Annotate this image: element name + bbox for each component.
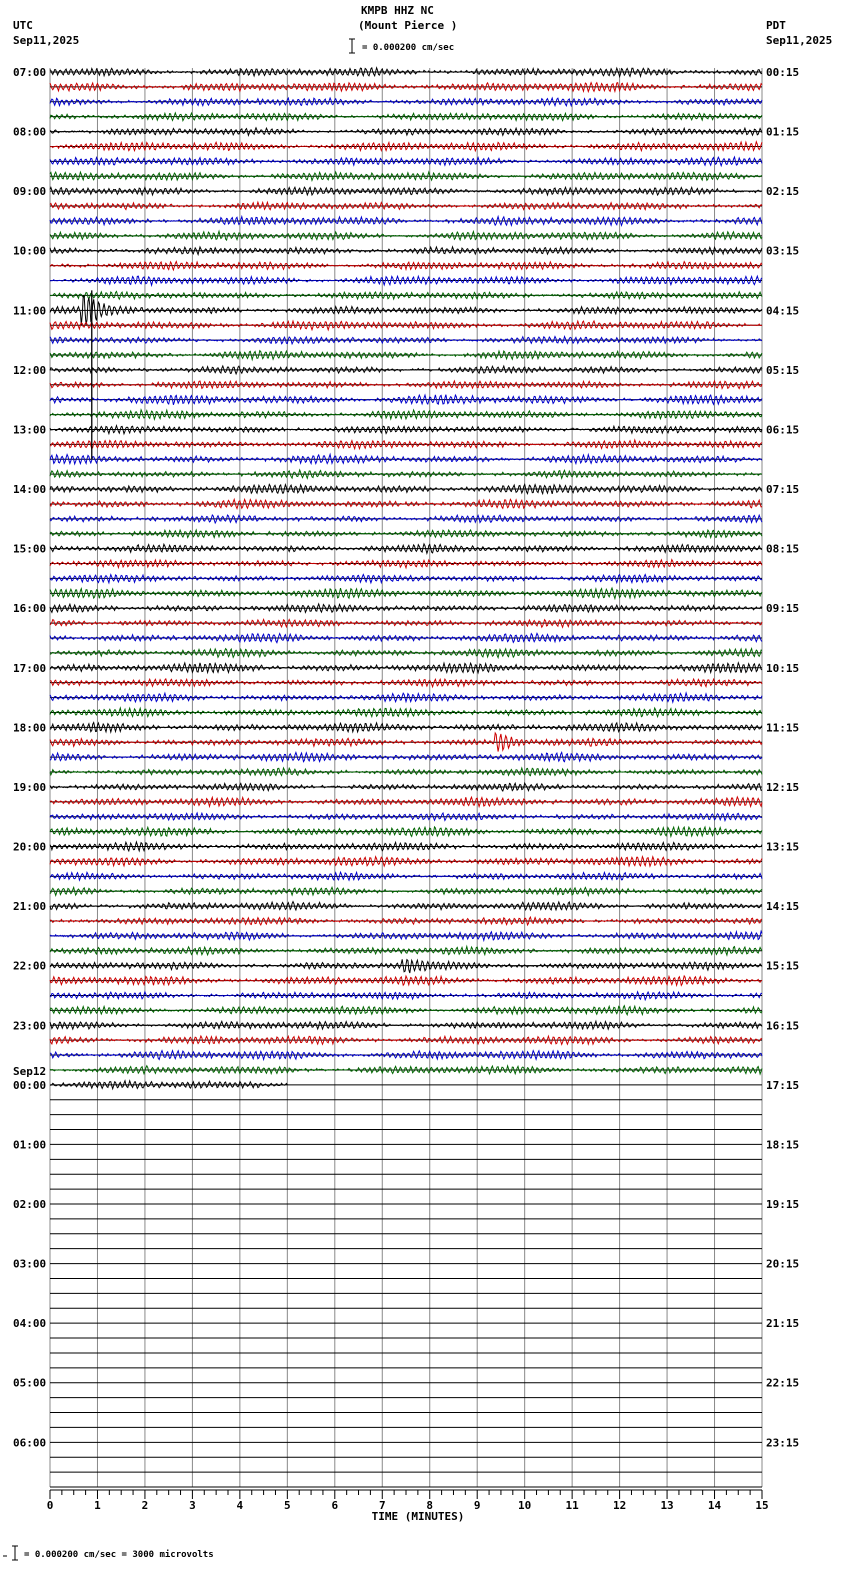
pdt-hour-label: 07:15 — [766, 483, 800, 497]
pdt-hour-label: 19:15 — [766, 1198, 800, 1211]
station-title: KMPB HHZ NC — [361, 4, 434, 17]
pdt-hour-label: 18:15 — [766, 1138, 800, 1152]
seismic-trace — [50, 1081, 287, 1089]
x-tick-label: 4 — [236, 1499, 244, 1512]
pdt-hour-label: 06:15 — [766, 423, 800, 437]
pdt-hour-label: 16:15 — [766, 1019, 800, 1033]
x-tick-label: 8 — [426, 1499, 434, 1512]
pdt-hour-label: 13:15 — [766, 840, 800, 854]
pdt-hour-label: 23:15 — [766, 1436, 800, 1450]
utc-hour-label: 23:00 — [13, 1019, 47, 1033]
seismic-trace — [50, 663, 762, 673]
x-tick-label: 5 — [284, 1499, 291, 1512]
x-tick-label: 13 — [660, 1499, 674, 1512]
day-change-label: Sep12 — [13, 1064, 47, 1078]
utc-hour-label: 20:00 — [13, 840, 47, 854]
utc-hour-label: 21:00 — [13, 900, 47, 914]
x-tick-label: 11 — [565, 1499, 579, 1512]
pdt-hour-label: 05:15 — [766, 363, 800, 377]
pdt-hour-label: 15:15 — [766, 959, 800, 973]
pdt-hour-label: 01:15 — [766, 125, 800, 139]
x-tick-label: 2 — [141, 1499, 149, 1512]
left-date: Sep11,2025 — [13, 34, 80, 47]
utc-hour-label: 08:00 — [13, 125, 47, 139]
pdt-hour-label: 20:15 — [766, 1257, 800, 1271]
utc-hour-label: 00:00 — [13, 1078, 47, 1092]
utc-hour-label: 16:00 — [13, 602, 47, 616]
left-timezone: UTC — [13, 19, 33, 32]
seismic-trace — [50, 992, 762, 1000]
seismic-trace — [50, 1036, 762, 1044]
seismic-trace — [50, 604, 762, 613]
utc-hour-label: 10:00 — [13, 244, 47, 258]
seismic-trace — [50, 381, 762, 389]
footer-scale-note: = 0.000200 cm/sec = 3000 microvolts — [24, 1550, 214, 1560]
x-tick-label: 1 — [94, 1499, 101, 1512]
pdt-hour-label: 08:15 — [766, 542, 800, 556]
utc-hour-label: 06:00 — [13, 1436, 47, 1450]
pdt-hour-label: 12:15 — [766, 780, 800, 794]
x-axis-title: TIME (MINUTES) — [371, 1510, 465, 1523]
right-date: Sep11,2025 — [766, 34, 833, 47]
pdt-hour-label: 10:15 — [766, 661, 800, 675]
pdt-hour-label: 04:15 — [766, 304, 800, 318]
utc-hour-label: 04:00 — [13, 1317, 47, 1331]
x-tick-label: 7 — [378, 1499, 386, 1512]
pdt-hour-label: 00:15 — [766, 66, 800, 79]
seismic-trace — [50, 231, 762, 240]
pdt-hour-label: 02:15 — [766, 185, 800, 199]
x-tick-label: 3 — [189, 1499, 196, 1512]
seismic-trace — [50, 515, 762, 523]
utc-hour-label: 01:00 — [13, 1138, 47, 1152]
pdt-hour-label: 11:15 — [766, 721, 800, 735]
utc-hour-label: 02:00 — [13, 1198, 47, 1211]
scale-bar-label: = 0.000200 cm/sec — [362, 43, 455, 53]
pdt-hour-label: 09:15 — [766, 602, 800, 616]
seismic-trace — [50, 1021, 762, 1029]
utc-hour-label: 13:00 — [13, 423, 47, 437]
x-tick-label: 14 — [707, 1499, 722, 1512]
seismic-trace — [50, 813, 762, 821]
station-location: (Mount Pierce ) — [358, 19, 458, 32]
right-timezone: PDT — [766, 19, 786, 32]
utc-hour-label: 15:00 — [13, 542, 47, 556]
utc-hour-label: 12:00 — [13, 363, 47, 377]
pdt-hour-label: 14:15 — [766, 900, 800, 914]
utc-hour-label: 14:00 — [13, 483, 47, 497]
header-scale-bar — [349, 39, 355, 53]
utc-hour-label: 05:00 — [13, 1376, 47, 1390]
pdt-hour-label: 17:15 — [766, 1078, 800, 1092]
pdt-hour-label: 03:15 — [766, 244, 800, 258]
seismic-trace — [50, 68, 762, 77]
utc-hour-label: 22:00 — [13, 959, 47, 973]
utc-hour-label: 17:00 — [13, 661, 47, 675]
utc-hour-label: 07:00 — [13, 66, 47, 79]
x-tick-label: 0 — [46, 1499, 54, 1512]
utc-hour-label: 19:00 — [13, 780, 47, 794]
seismic-trace — [50, 887, 762, 895]
utc-hour-label: 03:00 — [13, 1257, 47, 1271]
x-tick-label: 6 — [331, 1499, 339, 1512]
x-tick-label: 10 — [518, 1499, 532, 1512]
utc-hour-label: 09:00 — [13, 185, 47, 199]
pdt-hour-label: 21:15 — [766, 1317, 800, 1331]
utc-hour-label: 11:00 — [13, 304, 47, 318]
utc-hour-label: 18:00 — [13, 721, 47, 735]
x-tick-label: 12 — [612, 1499, 627, 1512]
x-tick-label: 9 — [473, 1499, 481, 1512]
footer-scale-bar — [3, 1546, 18, 1560]
pdt-hour-label: 22:15 — [766, 1376, 800, 1390]
x-tick-label: 15 — [755, 1499, 769, 1512]
